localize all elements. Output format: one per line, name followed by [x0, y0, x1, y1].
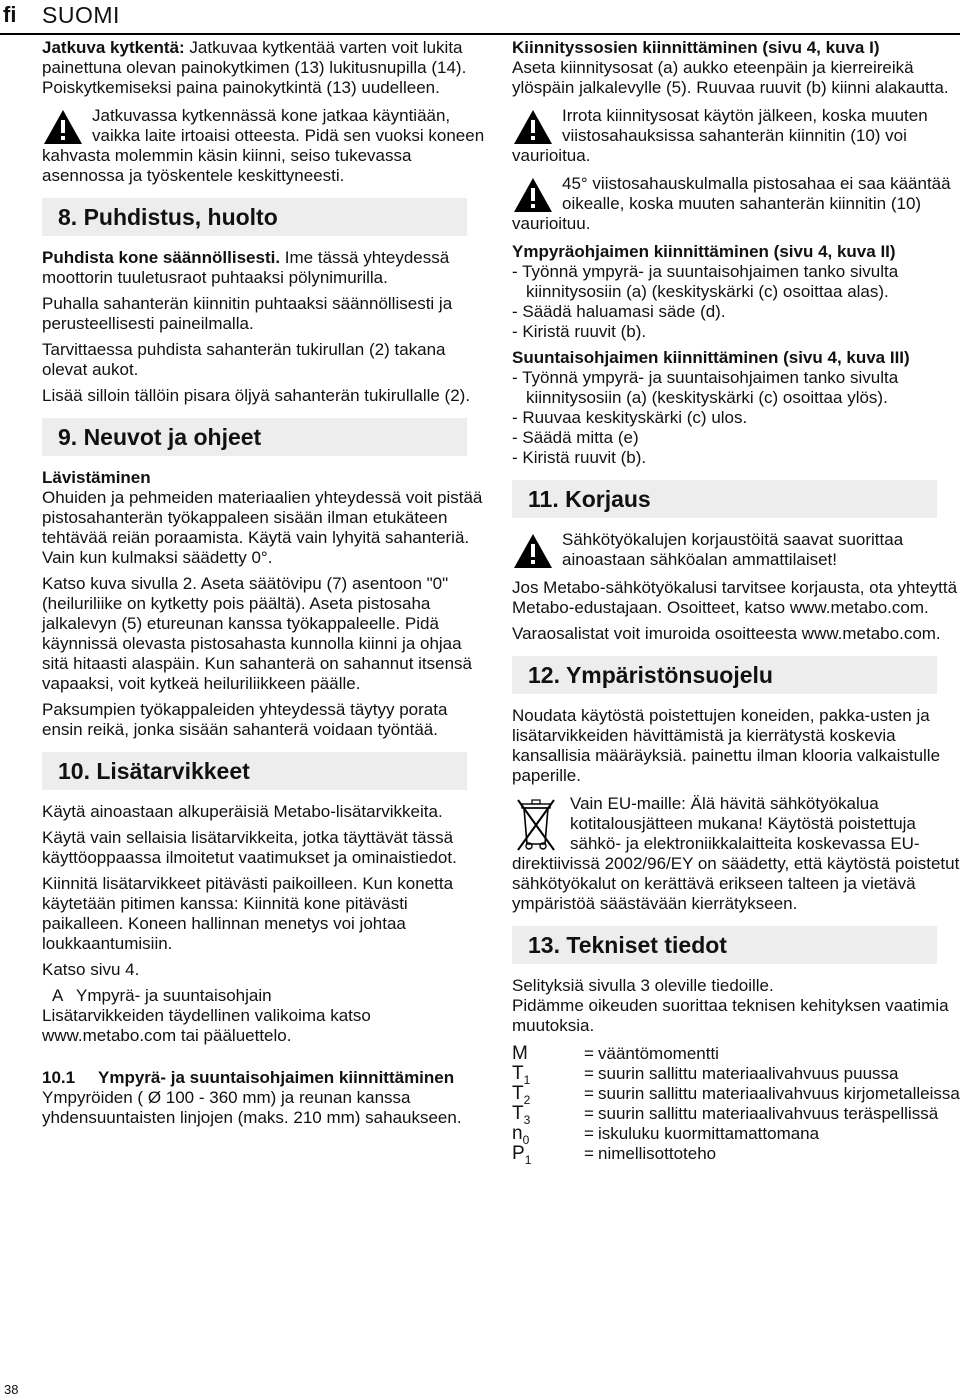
symbol-row — [512, 1144, 960, 1164]
technical-paragraph-2: Pidämme oikeuden suorittaa teknisen kehityksen vaatimia muutoksia. — [512, 996, 949, 1035]
crossed-bin-icon — [514, 796, 558, 852]
circle-guide-step-3: - Kiristä ruuvit (b). — [512, 322, 647, 341]
warning-text: 45° viistosahauskulmalla pistosahaa ei saa kääntää oikealle, koska muuten sahanterän kiinnitin (10) vaurioituu. — [512, 174, 951, 233]
parallel-guide-step-2: - Ruuvaa keskityskärki (c) ulos. — [512, 408, 748, 427]
section-8-heading: 8. Puhdistus, huolto — [42, 198, 467, 236]
cleaning-bold: Puhdista kone säännöllisesti. — [42, 248, 281, 267]
warning-text: Sähkötyökalujen korjaustöitä saavat suorittaa ainoastaan sähköalan ammattilaiset! — [562, 530, 904, 569]
symbol: $T_2$ — [512, 1083, 531, 1107]
warning-icon — [42, 108, 84, 146]
cleaning-paragraph-4: Lisää silloin tällöin pisara öljyä sahanterän tukirullalle (2). — [42, 386, 471, 405]
parallel-guide-title: Suuntaisohjaimen kiinnittäminen (sivu 4, kuva III) — [512, 348, 910, 367]
equals-sign: = — [584, 1044, 594, 1063]
symbol-description: suurin sallittu materiaalivahvuus teräspellissä — [598, 1104, 939, 1123]
section-10-heading: 10. Lisätarvikkeet — [42, 752, 467, 790]
equals-sign: = — [584, 1144, 594, 1163]
section-11-heading: 11. Korjaus — [512, 480, 937, 518]
environment-paragraph-1: Noudata käytöstä poistettujen koneiden, pakka-usten ja lisätarvikkeiden hävittämistä ja kierrätystä koskevia kansallisia määräyksiä. painettu ilman klooria valkaistulle paperille. — [512, 706, 941, 785]
warning-icon — [512, 532, 554, 570]
language-header: SUOMI — [42, 2, 120, 28]
section-9-heading: 9. Neuvot ja ohjeet — [42, 418, 467, 456]
accessories-paragraph-1: Käytä ainoastaan alkuperäisiä Metabo-lisätarvikkeita. — [42, 802, 443, 821]
symbol-description: nimellisottoteho — [598, 1144, 717, 1163]
symbol: $T_1$ — [512, 1063, 531, 1087]
warning-text: Irrota kiinnitysosat käytön jälkeen, koska muuten viistosahauksissa sahanterän kiinnitin (10) voi vaurioitua. — [512, 106, 928, 165]
plunge-cut-title: Lävistäminen — [42, 468, 151, 487]
parallel-guide-step-1: - Työnnä ympyrä- ja suuntaisohjaimen tanko sivulta kiinnitysosiin (a) (keskityskärki (c) osoittaa ylös). — [512, 368, 899, 407]
weee-text: Vain EU-maille: Älä hävitä sähkötyökalua kotitalousjätteen mukana! Käytöstä poistettuja sähkö- ja elektroniikkalaitteita koskevassa EU-direktiivissä 2002/96/EY on säädetty, että käytöstä poistetut sähkötyökalut on kerättävä erikseen talteen ja vietävä ympäristöä säästävään kierrätykseen. — [512, 794, 960, 913]
symbol: $T_3$ — [512, 1103, 531, 1127]
accessory-item-a — [42, 986, 490, 1006]
plunge-cut-paragraph-1: Ohuiden ja pehmeiden materiaalien yhteydessä voit pistää pistosahanterän työkappaleen sisään ilman etukäteen tehtävää reiän poraamista. Käytä vain lyhyitä sahanteriä. Vain kun kulmaksi säädetty 0°. — [42, 488, 483, 567]
accessory-item-letter: A — [52, 986, 64, 1005]
symbol-table — [512, 1043, 960, 1167]
parallel-guide-step-3: - Säädä mitta (e) — [512, 428, 639, 447]
warning-text: Jatkuvassa kytkennässä kone jatkaa käyntiään, vaikka laite irtoaisi otteesta. Pidä sen vuoksi koneen kahvasta molemmin käsin kiinni, seiso tukevassa asennossa ja työskentele keskittyneesti. — [42, 106, 485, 185]
header-rule — [0, 33, 960, 35]
symbol-row — [512, 1104, 960, 1124]
language-code: fi — [3, 2, 17, 27]
repair-paragraph-1: Jos Metabo-sähkötyökalusi tarvitsee korjausta, ota yhteyttä Metabo-edustajaan. Osoitteet, katso www.metabo.com. — [512, 578, 958, 617]
symbol: M — [512, 1043, 528, 1064]
symbol-description: suurin sallittu materiaalivahvuus puussa — [598, 1064, 899, 1083]
accessory-item-text: Ympyrä- ja suuntaisohjain — [76, 986, 272, 1005]
equals-sign: = — [584, 1124, 594, 1143]
accessories-paragraph-2: Käytä vain sellaisia lisätarvikkeita, jotka täyttävät tässä käyttöoppaassa ilmoitetut vaatimukset ja ominaistiedot. — [42, 828, 457, 867]
weee-block — [512, 794, 960, 914]
symbol-row — [512, 1124, 960, 1144]
left-column — [42, 38, 490, 1134]
warning-icon — [512, 108, 554, 146]
equals-sign: = — [584, 1104, 594, 1123]
section-10-1-title: Ympyrä- ja suuntaisohjaimen kiinnittäminen — [98, 1068, 455, 1087]
warning-icon — [512, 176, 554, 214]
circle-guide-step-1: - Työnnä ympyrä- ja suuntaisohjaimen tanko sivulta kiinnitysosiin (a) (keskityskärki (c) osoittaa alas). — [512, 262, 899, 301]
symbol: $P_1$ — [512, 1143, 532, 1167]
accessories-paragraph-3: Kiinnitä lisätarvikkeet pitävästi paikoilleen. Kun konetta käytetään pitimen kanssa: Kiinnitä kone pitävästi paikalleen. Koneen hallinnan menetys voi johtaa loukkaantumisiin. — [42, 874, 454, 953]
section-12-heading: 12. Ympäristönsuojelu — [512, 656, 937, 694]
symbol: $n_0$ — [512, 1123, 530, 1147]
symbol-row — [512, 1064, 960, 1084]
cleaning-paragraph-2: Puhalla sahanterän kiinnitin puhtaaksi säännöllisesti ja perusteellisesti paineilmalla. — [42, 294, 453, 333]
symbol-description: vääntömomentti — [598, 1044, 719, 1063]
continuous-switching-paragraph — [42, 38, 490, 98]
repair-paragraph-2: Varaosalistat voit imuroida osoitteesta www.metabo.com. — [512, 624, 941, 643]
circle-guide-title: Ympyräohjaimen kiinnittäminen (sivu 4, kuva II) — [512, 242, 896, 261]
parallel-guide-step-4: - Kiristä ruuvit (b). — [512, 448, 647, 467]
warning-block-2 — [512, 106, 960, 166]
circle-guide-step-2: - Säädä haluamasi säde (d). — [512, 302, 726, 321]
technical-paragraph-1: Selityksiä sivulla 3 oleville tiedoille. — [512, 976, 774, 995]
cleaning-paragraph-1 — [42, 248, 490, 288]
right-column — [512, 38, 960, 1167]
continuous-switching-title: Jatkuva kytkentä: — [42, 38, 185, 57]
cleaning-paragraph-3: Tarvittaessa puhdista sahanterän tukirullan (2) takana olevat aukot. — [42, 340, 446, 379]
accessories-paragraph-4: Katso sivu 4. — [42, 960, 140, 979]
warning-block-1 — [42, 106, 490, 186]
section-10-1-heading — [42, 1068, 490, 1088]
equals-sign: = — [584, 1084, 594, 1103]
section-10-1-text: Ympyröiden ( Ø 100 - 360 mm) ja reunan kanssa yhdensuuntaisten linjojen (maks. 210 mm) sahaukseen. — [42, 1088, 462, 1127]
warning-block-4 — [512, 530, 960, 570]
equals-sign: = — [584, 1064, 594, 1083]
mounting-text: Aseta kiinnitysosat (a) aukko eteenpäin ja kierreireikä ylöspäin jalkalevylle (5). Ruuvaa ruuvit (b) kiinni alakautta. — [512, 58, 949, 97]
mounting-title: Kiinnityssosien kiinnittäminen (sivu 4, kuva I) — [512, 38, 880, 57]
symbol-description: suurin sallittu materiaalivahvuus kirjometalleissa — [598, 1084, 960, 1103]
symbol-row — [512, 1084, 960, 1104]
continuous-switching-text: Jatkuvaa kytkentää varten voit lukita painettuna olevan painokytkimen (13) lukitusnupilla (14). Poiskytkemiseksi paina painokytkintä (13) uudelleen. — [42, 38, 467, 97]
accessories-paragraph-5: Lisätarvikkeiden täydellinen valikoima katso www.metabo.com tai pääluettelo. — [42, 1006, 371, 1045]
warning-block-3 — [512, 174, 960, 234]
symbol-row — [512, 1044, 960, 1064]
cleaning-text: Ime tässä yhteydessä moottorin tuuletusraot puhtaaksi pölynimurilla. — [42, 248, 450, 287]
section-10-1-number: 10.1 — [42, 1068, 76, 1087]
plunge-cut-paragraph-3: Paksumpien työkappaleiden yhteydessä täytyy porata ensin reikä, jonka sisään sahanterä voidaan työntää. — [42, 700, 448, 739]
section-13-heading: 13. Tekniset tiedot — [512, 926, 937, 964]
page-number: 38 — [4, 1382, 19, 1397]
symbol-description: iskuluku kuormittamattomana — [598, 1124, 820, 1143]
plunge-cut-paragraph-2: Katso kuva sivulla 2. Aseta säätövipu (7) asentoon "0" (heiluriliike on kytketty pois päältä). Aseta pistosaha jalkalevyn (5) etureunan kanssa työkappaleelle. Pidä käynnissä olevasta pistosahasta kunnolla kiinni ja ohjaa sitä hitaasti alaspäin. Kun sahanterä on sahannut itsensä vapaaksi, voit kytkeä heiluriliikkeen päälle. — [42, 574, 473, 693]
